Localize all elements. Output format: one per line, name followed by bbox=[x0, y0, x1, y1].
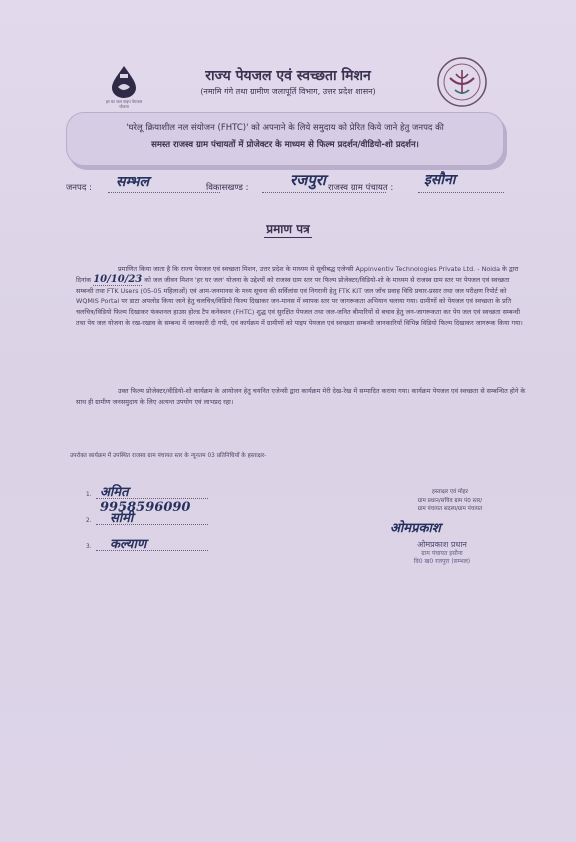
pradhan-stamp: ओमप्रकाश प्रधान ग्राम पंचायत इसौना वि0 ख0 रजपुरा (सम्भल) bbox=[413, 540, 471, 565]
mission-title: राज्य पेयजल एवं स्वच्छता मिशन bbox=[205, 68, 371, 84]
district-line bbox=[108, 192, 220, 193]
panchayat-label: राजस्व ग्राम पंचायत : bbox=[328, 183, 394, 193]
signer-2-signature: सोमी bbox=[110, 511, 134, 526]
banner-line-2: समस्त राजस्व ग्राम पंचायतों में प्रोजेक्टर के माध्यम से फिल्म प्रदर्शन/वीडियो-शो प्रदर्शन। bbox=[151, 140, 419, 150]
block-value: रजपुरा bbox=[290, 171, 326, 189]
paragraph-1-start: प्रमाणित किया जाता है कि राज्य पेयजल एवं स्वच्छता मिशन, उत्तर प्रदेश के माध्यम से सूचीबद्ध एजेन्सी Appinventiv Technologies Private Ltd. - Noida के द्वारा दिनांक bbox=[76, 265, 519, 284]
certificate-title: प्रमाण पत्र bbox=[266, 222, 310, 236]
location-fields bbox=[66, 172, 506, 198]
pradhan-signature-block: हस्ताक्षर एवं मोहर ग्राम प्रधान/सचिव ग्राम पं0 स्तर/ ग्राम पंचायत सदस्य/ग्राम पंचायत bbox=[417, 489, 483, 512]
district-value: सम्भल bbox=[116, 174, 149, 190]
program-banner bbox=[66, 112, 504, 166]
panchayat-line bbox=[418, 192, 504, 193]
event-date: 10/10/23 bbox=[93, 273, 143, 285]
banner-line-1: 'घरेलू क्रियाशील नल संयोजन (FHTC)' को अपनाने के लिये समुदाय को प्रेरित किये जाने हेतु जनपद की bbox=[126, 123, 444, 133]
signer-1-signature: अमित 9958596090 bbox=[100, 485, 191, 515]
paragraph-1-end: को जल जीवन मिशन 'हर घर जल' योजना के उद्देश्यों को राजस्व ग्राम स्तर पर फिल्म प्रोजेक्टर/विडियो-शो के माध्यम से राजस्व ग्राम स्तर पर पेयजल एवं स्वच्छता सम्बन्धी तथा FTK Users (05-05 महिलाओं) एवं आम-जनमानस के मध्य सूचना की सर्विलांस एवं निगरानी हेतु FTK KIT जल जाँच प्रवाह विधि प्रचार-प्रसार तथा जल परीक्षण रिपोर्ट को WQMIS Portal पर डाटा अपलोड किया जाने हेतु चलचित्र/विडियो फिल्म दिखाकर जन-मानस में व्यापक स्तर पर जागरूकता अभियान चलाया गया। ग्रामीणों को पेयजल एवं स्वच्छता के प्रति चलचित्र/विडियो फिल्म दिखाकर फंक्शनल हाउस होल्ड टैप कनेक्शन (FHTC) शुद्ध एवं सुरक्षित पेयजल तथा जल-जनित बीमारियों से बचाव हेतु जन-जागरूकता कर पेय जल एवं स्वच्छता सम्बन्धी तथा पेय जल योजना के रख-रखाव के सम्बन्ध में जानकारी दी गयी, एवं कार्यक्रम में ग्रामीणों को पाइप पेयजल एवं स्वच्छता सम्बन्धी जानकारियाँ विभिन्न विडियो फिल्म दिखाकर जागरूक किया गया। bbox=[76, 275, 523, 327]
certificate-paragraph-1 bbox=[76, 264, 528, 329]
signers-intro: उपरोक्त कार्यक्रम में उपस्थित राजस्व ग्राम पंचायत स्तर के न्यूनतम 03 प्रतिनिधियों के हस्ताक्षर- bbox=[70, 453, 267, 459]
panchayat-value: इसौना bbox=[424, 172, 456, 188]
signer-3-signature: कल्याण bbox=[110, 537, 147, 552]
certificate-paragraph-2: उक्त फिल्म प्रोजेक्टर/वीडियो-शो कार्यक्रम के आयोजन हेतु चयनित एजेन्सी द्वारा कार्यक्रम मेरी देख-रेख में सम्पादित कराया गया। कार्यक्रम पेयजल एवं स्वच्छता से सम्बन्धित होने के साथ ही ग्रामीण जनसमुदाय के लिए अत्यन्त उपयोग एवं लाभप्रद रहा। bbox=[76, 387, 526, 406]
department-subtitle: (नमामि गंगे तथा ग्रामीण जलापूर्ति विभाग, उत्तर प्रदेश शासन) bbox=[200, 87, 376, 96]
district-label: जनपद : bbox=[66, 183, 92, 193]
document-page: हर घर जल पाइप पेयजल योजना राज्य पेयजल एवं स्वच्छता मिशन (नमामि गंगे तथा ग्रामीण जलापूर्ति विभाग, उत्तर प्रदेश शासन) 'घरेलू क्रियाशील नल संयोजन (FHTC)' को अपनाने के लिये समुदाय को प्रेरित किये जाने हेतु जनपद की समस्त राजस्व ग्राम पंचायतों में प्रोजेक्टर के माध्यम से फिल्म प्रदर्शन/वीडियो-शो प्रदर्शन। जनपद : सम्भल विकासखण्ड : रजपुरा राजस्व ग्राम पंचायत : इसौना प्रमाण पत्र प्रमाणित किया जाता है कि राज्य पेयजल एवं स्वच्छता मिशन, उत्तर प्रदेश के माध्यम से सूचीबद्ध एजेन्सी Appinventiv Technologies Private Ltd. - Noida के द्वारा दिनांक 10/10/23 को जल जीवन मिशन 'हर घर जल' योजना के उद्देश्यों को राजस्व ग्राम स्तर पर फिल्म प्रोजेक्टर/विडियो-शो के माध्यम से राजस्व ग्राम स्तर पर पेयजल एवं स्वच्छता सम्बन्धी तथा FTK Users (05-05 महिलाओं) एवं आम-जनमानस के मध्य सूचना की सर्विलांस एवं निगरानी हेतु FTK KIT जल जाँच प्रवाह विधि प्रचार-प्रसार तथा जल परीक्षण रिपोर्ट को WQMIS Portal पर डाटा अपलोड किया जाने हेतु चलचित्र/विडियो फिल्म दिखाकर जन-मानस में व्यापक स्तर पर जागरूकता अभियान चलाया गया। ग्रामीणों को पेयजल एवं स्वच्छता के प्रति चलचित्र/विडियो फिल्म दिखाकर फंक्शनल हाउस होल्ड टैप कनेक्शन (FHTC) शुद्ध एवं सुरक्षित पेयजल तथा जल-जनित बीमारियों से बचाव हेतु जन-जागरूकता कर पेय जल एवं स्वच्छता सम्बन्धी तथा पेय जल योजना के रख-रखाव के सम्बन्ध में जानकारी दी गयी, एवं कार्यक्रम में ग्रामीणों को पाइप पेयजल एवं स्वच्छता सम्बन्धी जानकारियाँ विभिन्न विडियो फिल्म दिखाकर जागरूक किया गया। उक्त फिल्म प्रोजेक्टर/वीडियो-शो कार्यक्रम के आयोजन हेतु चयनित एजेन्सी द्वारा कार्यक्रम मेरी देख-रेख में सम्पादित कराया गया। कार्यक्रम पेयजल एवं स्वच्छता से सम्बन्धित होने के साथ ही ग्रामीण जनसमुदाय के लिए अत्यन्त उपयोग एवं लाभप्रद रहा। उपरोक्त कार्यक्रम में उपस्थित राजस्व ग्राम पंचायत स्तर के न्यूनतम 03 प्रतिनिधियों के हस्ताक्षर- 1. अमित 9958596090 2. सोमी 3. कल्याण हस्ताक्षर एवं मोहर ग्राम प्रधान/सचिव ग्राम पं0 स्तर/ ग्राम पंचायत सदस्य/ग्राम पंचायत ओमप्रकाश ओमप्रकाश प्रधान ग्राम पंचायत इसौना वि0 ख0 रजपुरा (सम्भल) bbox=[0, 0, 576, 842]
logo-caption: हर घर जल पाइप पेयजल योजना bbox=[105, 99, 143, 109]
pradhan-signature: ओमप्रकाश bbox=[390, 521, 441, 536]
block-label: विकासखण्ड : bbox=[206, 183, 249, 193]
